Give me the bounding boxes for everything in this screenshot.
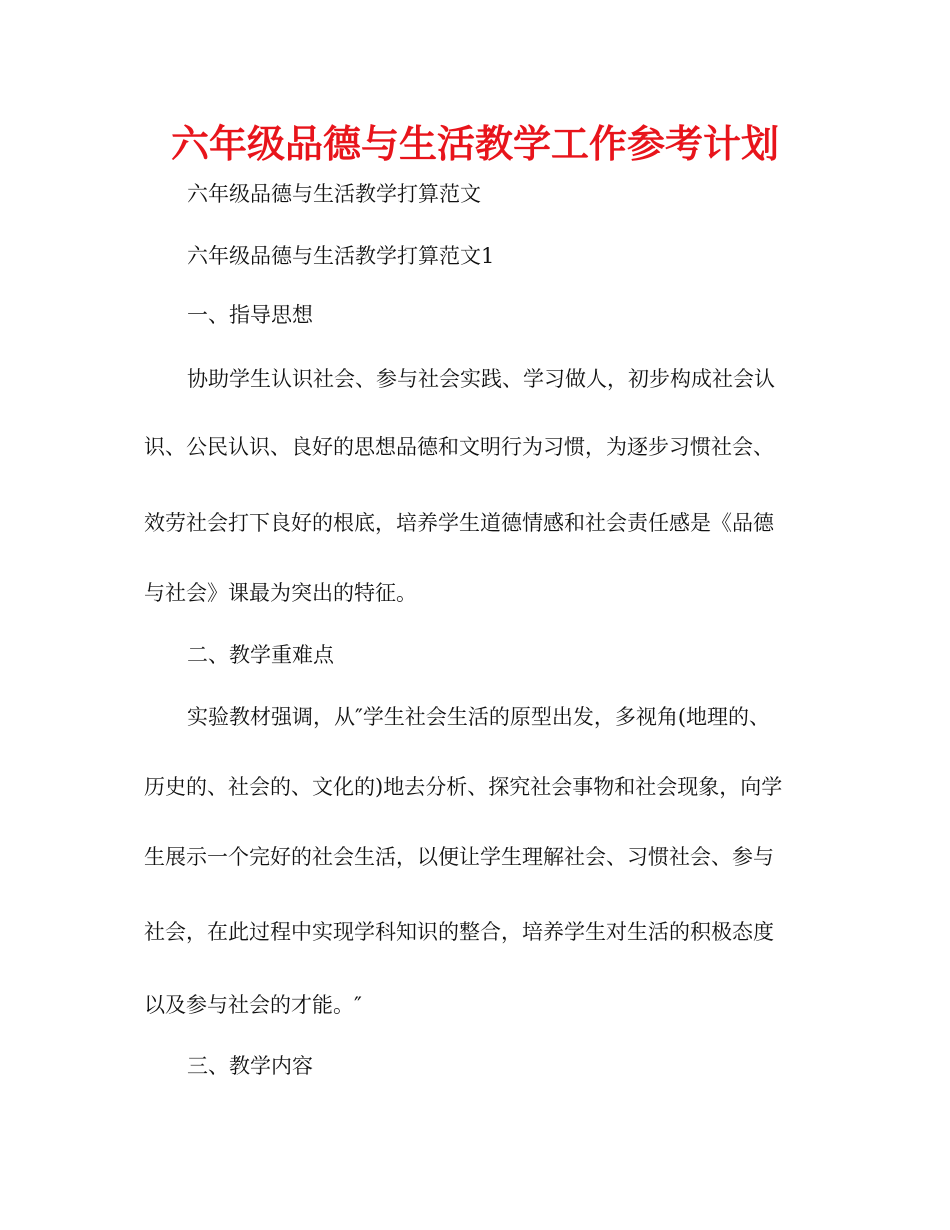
paragraph-line: 以及参与社会的才能。″ — [144, 993, 362, 1017]
paragraph-line: 社会，在此过程中实现学科知识的整合，培养学生对生活的积极态度 — [144, 920, 774, 944]
section-heading-guiding-ideology: 一、指导思想 — [187, 303, 313, 327]
document-subtitle: 六年级品德与生活教学打算范文 — [187, 182, 481, 206]
paragraph-line: 协助学生认识社会、参与社会实践、学习做人，初步构成社会认 — [187, 367, 775, 391]
paragraph-line: 历史的、社会的、文化的)地去分析、探究社会事物和社会现象，向学 — [144, 775, 783, 799]
document-subtitle-1: 六年级品德与生活教学打算范文1 — [187, 244, 495, 268]
section-heading-teaching-content: 三、教学内容 — [187, 1054, 313, 1078]
paragraph-line: 实验教材强调，从″学生社会生活的原型出发，多视角(地理的、 — [187, 705, 771, 729]
paragraph-line: 生展示一个完好的社会生活，以便让学生理解社会、习惯社会、参与 — [144, 845, 774, 869]
paragraph-line: 效劳社会打下良好的根底，培养学生道德情感和社会责任感是《品德 — [144, 511, 774, 535]
paragraph-line: 识、公民认识、良好的思想品德和文明行为习惯，为逐步习惯社会、 — [144, 435, 774, 459]
section-heading-key-difficulties: 二、教学重难点 — [187, 643, 334, 667]
document-title: 六年级品德与生活教学工作参考计划 — [170, 122, 779, 166]
paragraph-line: 与社会》课最为突出的特征。 — [144, 581, 417, 605]
